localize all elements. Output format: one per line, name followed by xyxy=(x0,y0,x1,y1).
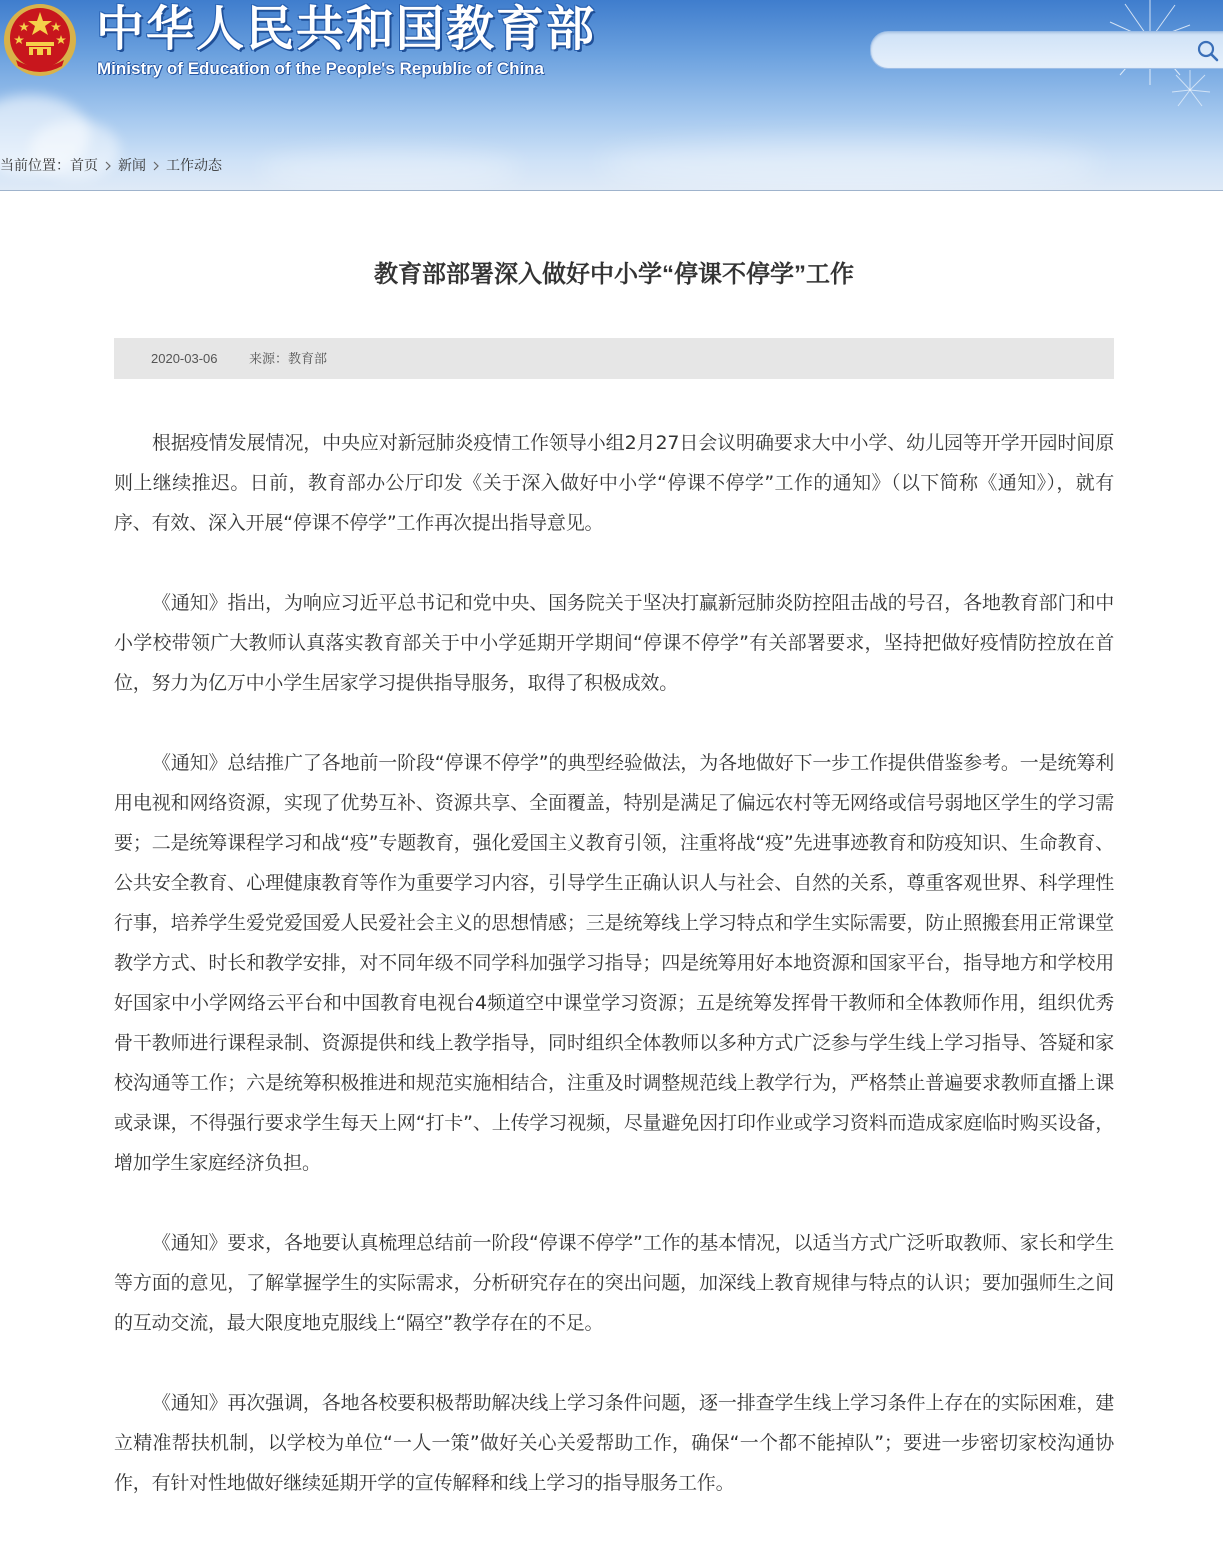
chevron-right-icon xyxy=(152,161,160,171)
site-title[interactable]: 中华人民共和国教育部 xyxy=(96,1,597,57)
article-meta-bar xyxy=(114,338,1114,379)
site-header xyxy=(0,0,1223,191)
national-emblem-icon xyxy=(2,2,78,78)
article-source: 来源：教育部 xyxy=(249,351,328,366)
article-paragraph: 《通知》指出，为响应习近平总书记和党中央、国务院关于坚决打赢新冠肺炎防控阻击战的号召，各地教育部门和中小学校带领广大教师认真落实教育部关于中小学延期开学期间“停课不停学”有关部署要求，坚持把做好疫情防控放在首位，努力为亿万中小学生居家学习提供指导服务，取得了积极成效。 xyxy=(114,592,1114,694)
breadcrumb-work-news-link[interactable]: 工作动态 xyxy=(166,157,222,173)
breadcrumb-prefix: 当前位置： xyxy=(0,157,70,173)
article-paragraph: 《通知》要求，各地要认真梳理总结前一阶段“停课不停学”工作的基本情况，以适当方式广泛听取教师、家长和学生等方面的意见，了解掌握学生的实际需求，分析研究存在的突出问题，加深线上教育规律与特点的认识；要加强师生之间的互动交流，最大限度地克服线上“隔空”教学存在的不足。 xyxy=(114,1232,1114,1334)
breadcrumb-news-link[interactable]: 新闻 xyxy=(118,157,146,173)
chevron-right-icon xyxy=(104,161,112,171)
search-icon[interactable] xyxy=(1196,39,1220,63)
search-box xyxy=(870,31,1223,69)
article-paragraph: 《通知》总结推广了各地前一阶段“停课不停学”的典型经验做法，为各地做好下一步工作提供借鉴参考。一是统筹利用电视和网络资源，实现了优势互补、资源共享、全面覆盖，特别是满足了偏远农村等无网络或信号弱地区学生的学习需要；二是统筹课程学习和战“疫”专题教育，强化爱国主义教育引领，注重将战“疫”先进事迹教育和防疫知识、生命教育、公共安全教育、心理健康教育等作为重要学习内容，引导学生正确认识人与社会、自然的关系，尊重客观世界、科学理性行事，培养学生爱党爱国爱人民爱社会主义的思想情感；三是统筹线上学习特点和学生实际需要，防止照搬套用正常课堂教学方式、时长和教学安排，对不同年级不同学科加强学习指导；四是统筹用好本地资源和国家平台，指导地方和学校用好国家中小学网络云平台和中国教育电视台4频道空中课堂学习资源；五是统筹发挥骨干教师和全体教师作用，组织优秀骨干教师进行课程录制、资源提供和线上教学指导，同时组织全体教师以多种方式广泛参与学生线上学习指导、答疑和家校沟通等工作；六是统筹积极推进和规范实施相结合，注重及时调整规范线上教学行为，严格禁止普遍要求教师直播上课或录课，不得强行要求学生每天上网“打卡”、上传学习视频，尽量避免因打印作业或学习资料而造成家庭临时购买设备，增加学生家庭经济负担。 xyxy=(114,752,1114,1174)
search-input[interactable] xyxy=(887,38,1181,64)
cloud-decoration xyxy=(600,140,1100,190)
article-paragraph: 根据疫情发展情况，中央应对新冠肺炎疫情工作领导小组2月27日会议明确要求大中小学、幼儿园等开学开园时间原则上继续推迟。日前，教育部办公厅印发《关于深入做好中小学“停课不停学”工作的通知》（以下简称《通知》），就有序、有效、深入开展“停课不停学”工作再次提出指导意见。 xyxy=(114,432,1114,534)
breadcrumb-home-link[interactable]: 首页 xyxy=(70,157,98,173)
site-subtitle: Ministry of Education of the People's Republic of China xyxy=(97,59,545,78)
article-body xyxy=(114,423,1114,1543)
article-title: 教育部部署深入做好中小学“停课不停学”工作 xyxy=(374,261,854,288)
breadcrumb xyxy=(0,155,222,175)
article-paragraph: 《通知》再次强调，各地各校要积极帮助解决线上学习条件问题，逐一排查学生线上学习条件上存在的实际困难，建立精准帮扶机制，以学校为单位“一人一策”做好关心关爱帮助工作，确保“一个都不能掉队”；要进一步密切家校沟通协作，有针对性地做好继续延期开学的宣传解释和线上学习的指导服务工作。 xyxy=(114,1392,1114,1494)
article-date: 2020-03-06 xyxy=(151,351,218,366)
cloud-decoration xyxy=(260,150,520,190)
